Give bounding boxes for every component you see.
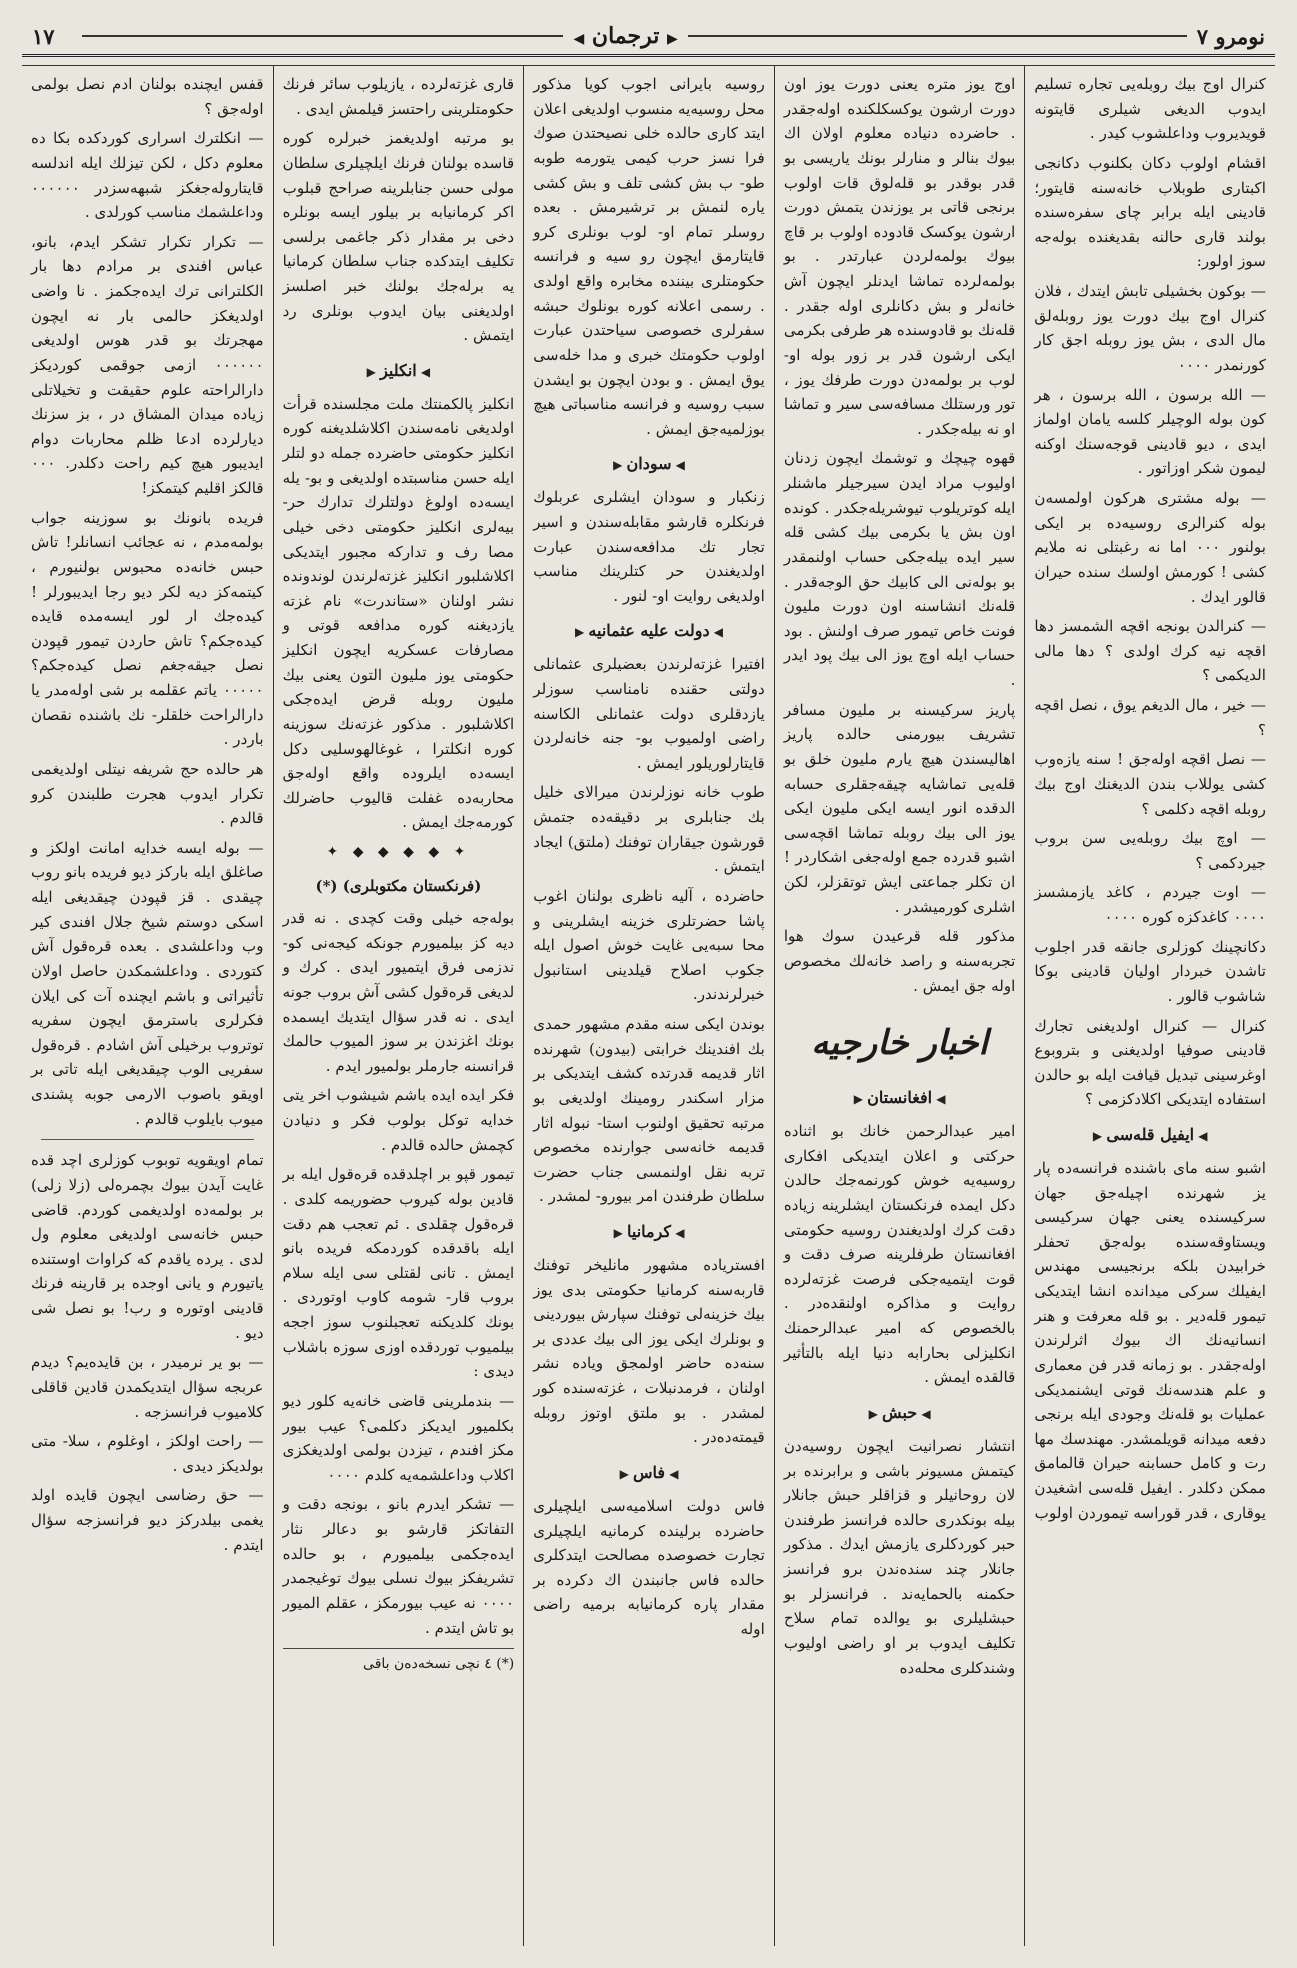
heading-ornament-icon: ▶ [613, 458, 627, 473]
article-paragraph: دکانچینك کوزلری جانقه قدر اجلوب تاشدن خبردار اولیان قادینی بوکا شاشوب قالور . [1034, 937, 1266, 1005]
heading-ornament-icon: ▶ [613, 1226, 627, 1241]
article-paragraph: قهوه چیچك و توشمك ایچون زدنان اولیوب مراد ایدن سیرجیلر ماشنلر ایله کوتریلوب تیوشریله‌جکدر . کونده اون بش یا بکرمی بیك کشی قله سیر ایده بیله‌جکی حساب اولنمقدر بو بوله‌نی الی کابیك حق الوجه‌قدر . قله‌نك انشاسنه اون دورت ملیون فونت خاص تیمور صرف اولنش . بود حساب ایله اوچ یوز الی بیك پود ایدر . [783, 449, 1016, 689]
issue-number: نومرو ۷ [1187, 24, 1275, 49]
article-paragraph: کنرال اوج بیك روبله‌یی تجاره تسلیم ایدوب الدیغی شیلری قایتونه قویدیروب وداعلشوب کیدر . [1034, 75, 1266, 143]
page-number: ۱۷ [22, 24, 65, 49]
article-paragraph: — خیر ، مال الدیغم یوق ، نصل اقچه ؟ [1034, 696, 1266, 739]
article-paragraph: — کنرالدن بونجه اقچه الشمسز دها اقچه نیه کرك اولدی ؟ دها مالی الدیکمی ؟ [1034, 617, 1266, 685]
heading-ornament-icon: ◀ [671, 1226, 685, 1241]
article-paragraph: پاریز سرکیسنه بر ملیون مسافر تشریف بیورمنی حالده پاریز اهالیسندن هیچ یارم ملیون خلق بو قله‌یی تماشایه چیقه‌جقلری حسابه الدقده انور ایسه ایکی ملیون ایکی یوز الی بیك روبله تماشا اقچه‌سی اشبو قدرده جمع اوله‌جغی اشکاردر ! ان تکلر جماعتی ایش توتقزلر، لکن اشلری کورمیشدر . [783, 700, 1016, 916]
article-paragraph: بو مرتبه اولدیغمز خبرلره کوره قاسده بولنان فرنك ایلچیلری سلطان مولی حسن جنابلرینه صراحج قبلوب اکر کرمانیابه بر بیلور ایسه بونلره دخی بر مقدار ذکر جاغمی برلسی تکلیف ایتدکده جناب سلطان کرمانیا یه برله‌جك بولنك خبر اصلسز اولدیغنی بیان ایدوب بونلری رد ایتمش . [282, 129, 515, 345]
column-1 [1024, 66, 1275, 1946]
section-heading [533, 618, 765, 644]
heading-ornament-icon: ◀ [665, 1466, 679, 1481]
article-paragraph: افتیرا غزته‌لرندن بعضیلری عثمانلی دولتی حقنده نامناسب سوزلر یازدقلری دولت عثمانلی الکاسنه راضی اولمیوب بو- جنه خانه‌لردن قایتارلوریلور ایمش . [533, 655, 765, 772]
article-paragraph: تمام اویقویه توبوب کوزلری اچد قده غایت آیدن بیوك بچمره‌لی (زلا زلی) بر بولمه‌ده اولدیغمی کوردم. قاضی حبس خانه‌سی اولدیغی معلوم ول لدی . یرده یاقدم که کراوات اوستنده یاتیورم و یانی اوجده بر قارینه فرنك قادینی اوتوره و رب! بو نصل شی دیو . [31, 1151, 264, 1342]
article-paragraph: اوج یوز متره یعنی دورت یوز اون دورت ارشون یوکسکلکنده اوله‌جقدر . حاضرده دنیاده معلوم اولان اك بیوك بنالر و منارلر بونك یاریسی بو قدر بوقدر بو قله‌لوق قات اولوب برنجی قاتی بر یوزندن یتمش دورت ارشون یوکسک قادوده اولوب بر قاچ بیوك بولمه‌لردن عبارتدر . بو بولمه‌لرده تماشا ایدنلر ایچون آش خانه‌لر و بش دکانلری اوله جقدر . قله‌نك بو قادوسنده هر طرفی بکرمی ایکی ارشون قدر بر زور بوله او- لوب بر بولمه‌دن دورت طرفك یوز ، تور ورستلك مسافه‌سی سیر و تماشا او نه بیله‌جکدر . [783, 75, 1016, 438]
article-paragraph: — اوچ بیك روبله‌یی سن بروب جیردکمی ؟ [1034, 829, 1266, 872]
article-paragraph: کنرال — کنرال اولدیغنی تجارك قادینی صوفیا اولدیغنی و بتروبوع اوغرسینی تبدیل قیافت ایله بو حالدن استفاده ایتدیکی اکلادکزمی ؟ [1034, 1016, 1266, 1109]
article-paragraph: قاری غزته‌لرده ، یازیلوب سائر فرنك حکومتلرینی راحتسز قیلمش ایدی . [282, 75, 515, 118]
heading-ornament-icon: ▶ [575, 625, 589, 640]
article-paragraph: زنکبار و سودان ایشلری عربلوك فرنکلره قارشو مقابله‌سندن و اسیر تجار تك مدافعه‌سندن عبارت اولدیغندن حر کتلرینك مناسب اولدیغی روایت او- لنور . [533, 488, 765, 605]
section-heading-text: فاس [632, 1462, 666, 1482]
section-separator-icon: ✦ ◆ ◆ ◆ ◆ ✦ [326, 844, 471, 861]
article-paragraph: — تشکر ایدرم بانو ، بونجه دقت و التفاتکز قارشو بو دعالر نثار ایده‌جکمی بیلمیورم ، بو حالده تشریفکز بیوك نسلی بیوك توغیجمدر ۰۰۰۰ نه عیب بیورمکز ، عقلم المیور بو تاش ایتدم . [282, 1495, 515, 1637]
article-paragraph: انکلیز پالکمنتك ملت مجلسنده قرأت اولدیغی نامه‌سندن اکلاشلدیغنه کوره انکلیز حکومتی حاضرده جمله دو لتلر ایله حسن مناسبتده اولدیغی و بو- یله ایسه‌ده اولوغ دولتلرك تدارك حر- بیه‌لری انکلیز حکومتی دخی خیلی مصا رف و تدارکه مجبور ایتدیکی اکلاشلبور انکلیز غزته‌لرندن لوندونده نشر اولنان «ستاندرت» نام غزته یازدیغنه کوره مدافعه قوتی و مصارفات عسکریه ایچون انکلیز حکومتی یوز ملیون التون یعنی بیك ملیون روبله قرض ایده‌جکی اکلاشلبور . مذکور غزته‌نك سوزینه کوره انکلترا ، غوغالهوسلیی دکل ایسه‌ده ایلروده واقع اوله‌جق محاربه‌ده غفلت قالیوب حاضرلك کورمه‌جك ایمش . [282, 394, 515, 832]
article-paragraph: بوله‌جه خیلی وقت کچدی . نه قدر دیه کز بیلمیورم جونکه کیجه‌نی کو- ندزمی فرق ایتمیور ایدی . کرك و لدیغی قره‌قول کشی آش بروب جونه ایدی . نه قدر سؤال ایتدیك ایسمده بونك اغزندن بر سوز المیوب حالمك قرانسنه جارملر بولمیور ایدم . [282, 909, 515, 1075]
heading-ornament-icon: ▶ [853, 1092, 868, 1107]
article-paragraph: — اوت جیردم ، کاغد یازمشسز ۰۰۰۰ کاغدکزه کوره ۰۰۰۰ [1034, 883, 1266, 926]
article-paragraph: — بوکون بخشیلی تابش ایتدك ، فلان کنرال اوج بیك دورت یوز روبله‌لق مال الدی ، بش یوز روبله اجق کار کورنمدر ۰۰۰۰ [1034, 282, 1266, 374]
article-paragraph: — بوله مشتری هرکون اولمسه‌ن بوله کنرالری روسیه‌ده بر ایکی بولنور ۰۰۰ اما نه رغبتلی نه ملایم کشی ! کورمش اولسك سنده حیران قالور ایدك . [1034, 489, 1266, 606]
section-heading-text: حبش [882, 1402, 918, 1422]
section-heading-text: سودان [626, 454, 672, 474]
footnote: (*) ٤ نچی نسخه‌ده‌ن باقی [283, 1648, 515, 1676]
section-heading [784, 1400, 1016, 1426]
section-heading [784, 1085, 1016, 1111]
article-paragraph: هر حالده حج شریفه نیتلی اولدیغمی تکرار ایدوب هجرت طلبندن کرو قالدم . [31, 759, 264, 828]
article-paragraph: انتشار نصرانیت ایچون روسیه‌دن کیتمش مسیونر باشی و برابرنده بر لان روحانیلر و قزاقلر حبش جانلار بیله بونکدری حالده فرانسز طرفندن حبر کوردکلری یازمش ایدك . مذکور جانلار چند سنده‌ندن برو فرانسز حکمنه بالحمایه‌ند . فرانسزلر بو حبشلیلری بو یوالده تمام سلاح تکلیف ایدوب بر او راضی اولیوب وشندکلری محله‌ده [783, 1436, 1016, 1677]
article-paragraph: اقشام اولوب دکان بکلنوب دکانجی اکبتاری طوبلاب خانه‌سنه قایتور؛ قادینی ایله برابر چای سفره‌سنده بولند قاری حالنه بقدیغنده بوله‌جه سوز اولور: [1034, 153, 1266, 271]
article-paragraph: — بندملرینی قاضی خانه‌یه کلور دیو بکلمیور ایدیکز دکلمی؟ عیب بیور مکز افندم ، تیزدن بولمی اولدیغکزی اکلاب وداعلشمه‌یه کلدم ۰۰۰۰ [282, 1391, 515, 1484]
section-heading: اخبار خارجیه [811, 1023, 988, 1064]
section-heading [533, 1460, 765, 1486]
section-heading: (فرنکستان مکتوبلری) (*) [315, 876, 482, 895]
article-paragraph: فریده بانونك بو سوزینه جواب بولمه‌مدم ، نه عجائب انسانلر! تاش حبس خانه‌ده محبوس بولنیورم ، کیتمه‌کز دیه لکر دیو رجا ایدیبورلر ! کیده‌جك ار لور ایسه‌مده قایده کیده‌جکم؟ تاش حاردن تیمور قپودن نصل جیقه‌جغم نصل کیده‌جکم؟ ۰۰۰۰۰ یاتم عقلمه بر شی اوله‌مدر یا دارالراحت خلقلر- نك باشنده نقصان باردر . [31, 508, 264, 749]
ornament-right-icon: ▶ [667, 31, 678, 47]
article-paragraph: قفس ایچنده بولنان ادم نصل بولمی اوله‌جق ؟ [31, 75, 264, 118]
article-paragraph: — بو یر نرمیدر ، بن قایده‌یم؟ دیدم عربجه سؤال ایتدیکمدن قادین قاقلی کلامیوب فرانسزجه . [31, 1353, 264, 1421]
article-paragraph: طوب خانه نوزلرندن میرالای خلیل بك جنابلری بر دقیقه‌ده جتمش قورشون جیقاران توفنك (ملتق) ایجاد ایتمش . [533, 783, 765, 876]
heading-ornament-icon: ◀ [416, 364, 431, 379]
article-paragraph: — الله برسون ، الله برسون ، هر کون بوله الوچیلر کلسه یامان اولماز ایدی ، دیو قادینی قوجه‌سنك اوکنه لیمون شکر اوزاتور . [1034, 385, 1266, 478]
heading-ornament-icon: ◀ [932, 1092, 946, 1107]
article-paragraph: فاس دولت اسلامیه‌سی ایلچیلری حاضرده برلینده کرمانیه ایلچیلری تجارت خصوصده مصالحت ایتدکلری حالده فاس جانبندن اك دکرده بر مقدار پاره کرمانیابه برمیه راضی اوله [533, 1496, 765, 1638]
article-paragraph: بوندن ایکی سنه مقدم مشهور حمدی بك افندینك خرابتی (بیدون) شهرنده اثار قدیمه قدرتده کشف ایتدیکی بر مزار اسکندر رومینك اولدیغی بو مرتبه تحقیق اولنوب استا- نبوله اثار قدیمه خانه‌سی جوارنده مخصوص تربه نقل اولنمسی جناب حضرت سلطان طرفندن امر بیورو- لمشدر . [533, 1015, 765, 1206]
article-paragraph: روسیه بایرانی اجوب کویا مذکور محل روسیه‌یه منسوب اولدیغی اعلان ایتد کاری حالده خلی نصیحتدن صوك فرا نسز حرب کیمی یتورمه طوبه طو- ب بش کشی تلف و بش کشی یاره لنمش بر ترشیرمش . بعده روسلر تمام او- لوب بونلری کرو قایتارمق ایچون رو سیه و فرانسه حکومتلری بیننده مخابره واقع اولدی . رسمی اعلانه کوره بونلوك حبشه سفرلری خصوصی سیاحتدن عبارت اولوب حکومتك خبری و مدا خله‌سی یوق ایمش . و بودن ایچون بو ایشدن سبب روسیه و فرانسه مناسباتی هیچ بوزلمیه‌جق ایمش . [533, 75, 765, 438]
section-heading [533, 451, 765, 477]
article-paragraph: فکر ایده ایده باشم شیشوب اخر یتی خدایه توکل بولوب فکر و دنیادن کچمش حالده قالدم . [282, 1086, 515, 1154]
section-heading-text: انکلیز [380, 360, 417, 380]
heading-ornament-icon: ◀ [1194, 1129, 1208, 1143]
column-5 [22, 66, 273, 1946]
article-paragraph: مذکور قله قرعیدن سوك هوا تجربه‌سنه و راصد خانه‌لك مخصوص اوله جق ایمش . [783, 927, 1016, 995]
section-heading-text: ایفیل قله‌سی [1106, 1125, 1195, 1144]
masthead [22, 18, 1275, 57]
heading-ornament-icon: ▶ [366, 364, 381, 379]
section-heading-text: کرمانیا [626, 1222, 672, 1242]
article-paragraph: امیر عبدالرحمن خانك بو اثناده حرکتی و اعلان ایتدیکی افکاری روسیه‌یه خوش کورنمه‌جك حالدن دکل ایمده فرنکستان ایشلرینه زیاده دقت کرك اولدیغندن روسیه حکومتی افغانستان طرفلرینه صرف دقت و قوت ایتمیه‌جکی فرصت غزته‌لرده روایت و مذاکره اولنقده‌در . بالخصوص که امیر عبدالرحمنك انکلیزلی بحارابه دنیا ایله بالتأثیر قالقده ایمش . [783, 1122, 1016, 1387]
article-paragraph: تیمور قپو بر اچلدقده قره‌قول ایله بر قادین بوله کیروب حضوریمه کلدی . قره‌قول چقلدی . ئم تعجب هم دقت ایله باقدقده کوردمکه فریده بانو ایمش . تانی لقتلی سی ایله سلام بروب قار- شومه کاوب اوتوردی . بونك کلدیکنه تعجبلنوب سوز اججه بیلمیوب توردقده اوزی سوزه باشلاب دیدی : [282, 1165, 515, 1381]
newspaper-title-text: ترجمان [591, 23, 660, 49]
article-paragraph: — حق رضاسی ایچون قایده اولد یغمی بیلدرکز دیو فرانسزجه سؤال ایتدم . [31, 1486, 264, 1554]
article-paragraph: اشبو سنه مای باشنده فرانسه‌ده پار یز شهرنده اچیله‌جق جهان سرکیسنده یعنی جهان سرکیسی ویستاوقه‌سنده بوله‌جق تحفلر خرابیدن بلکه برنجیسی مهندس ایفیلك سرکی میدانده انشا ایتدیکی تیمور قله‌دیر . بو قله معرفت و هنر انسانیه‌نك اك بیوك اثرلرندن اوله‌جقدر . بو زمانه قدر فن معماری و علم هندسه‌نك قوتی ایشنمدیکی عملیات بو قله‌نك وجودی ایله برنجی دفعه میدانه قویلمشدر. مهندسك مها رت و کامل حسابنه حیران قالمامق ممکن دکلدر . ایفیل قله‌سی اشغیدن یوقاری ، قدر قوراسه تیموردن اولوب [1034, 1158, 1266, 1522]
article-columns [22, 65, 1275, 1946]
section-heading-text: دولت علیه عثمانیه [588, 621, 710, 641]
column-2 [774, 66, 1025, 1946]
section-heading-text: افغانستان [867, 1088, 933, 1108]
column-3 [523, 66, 774, 1946]
section-heading [533, 1219, 765, 1245]
column-4 [273, 66, 524, 1946]
heading-ornament-icon: ▶ [619, 1466, 633, 1481]
article-paragraph: — انکلترك اسراری کوردکده بکا ده معلوم دکل ، لکن تیزلك ایله اندلسه قایتاروله‌جغکز شبهه‌سزدر ۰۰۰۰۰۰ وداعلشمك مناسب کورلدی . [31, 129, 264, 222]
heading-ornament-icon: ◀ [671, 458, 685, 473]
heading-ornament-icon: ◀ [917, 1406, 931, 1421]
heading-ornament-icon: ◀ [709, 625, 723, 640]
article-paragraph: افستریاده مشهور مانلیخر توفنك قاربه‌سنه کرمانیا حکومتی بدی یوز بیك خزینه‌لی توفنك سپارش بیوردینی و بونلرك ایکی یوز الی بیك عددی بر سنه‌ده حاضر اولمجق ویاده نشر اولنان ، فرمدنبلات ، غزته‌سنده کور لمشدر . بو ملتق اوتوز روبله قیمته‌ده‌در . [533, 1255, 765, 1447]
article-paragraph: — نصل اقچه اوله‌جق ! سنه یازه‌وب کشی یوللاب بندن الدیغنك اوج بیك روبله اقچه دکلمی ؟ [1034, 750, 1266, 818]
heading-ornament-icon: ▶ [1092, 1129, 1107, 1143]
section-heading [1034, 1122, 1266, 1148]
ornament-left-icon: ◀ [573, 31, 585, 47]
section-heading [283, 358, 515, 384]
heading-ornament-icon: ▶ [868, 1406, 883, 1421]
article-paragraph: — بوله ایسه خدایه امانت اولکز و صاغلق ایله بارکز دیو فریده بانو روب چیقدی . قز قپودن چیقدیغی ایله اسکی دوستم شیخ جلال افندی کیر وب وداعلشدی . بعده قره‌قول آش کتوردی . وداعلشمکدن حاصل اولان تأثیراتی و باشم ایچنده آت کی ایلان فکرلری باسترمق ایچون سفریه توتروب برخیلی آش اشادم . قره‌قول سفریی الوب چیقدیغی ایله تاتی بر اویقو باصوب الارمی جوبه پشندی میوب بایلوب قالدم . [31, 838, 264, 1128]
article-paragraph: — تکرار تکرار تشکر ایدم، بانو، عباس افندی بر مرادم دها بار الکلترانی ترك ایده‌جکمز . نا واضی اولدیغکز حالمی بار نه ایچون مهجرتك بو قدر هوس اولدیغی ۰۰۰۰۰۰ ازمی جوقمی کوردیکز دارالراحته علوم حقیقت و تخیلاتلی زیاده میدان المشاق در ، بز سزنك دیارلرده ادعا ظلم محاربات دوام ایدیبور هیچ کیم راحت دکلدر. ۰۰۰ قالکز اقلیم کیتمکز! [31, 232, 264, 497]
article-paragraph: — راحت اولکز ، اوغلوم ، سلا- متی بولدیکز دیدی . [31, 1432, 264, 1475]
newspaper-title [563, 23, 687, 49]
article-paragraph: حاضرده ، آلیه ناظری بولنان اغوب پاشا حضرتلری خزینه ایشلرینی و محا سبه‌یی غایت خوش اصول ایله جکوب اصلاح قیلدینی استانبول خبرلرندندر. [533, 886, 765, 1004]
column-divider [41, 1139, 254, 1140]
